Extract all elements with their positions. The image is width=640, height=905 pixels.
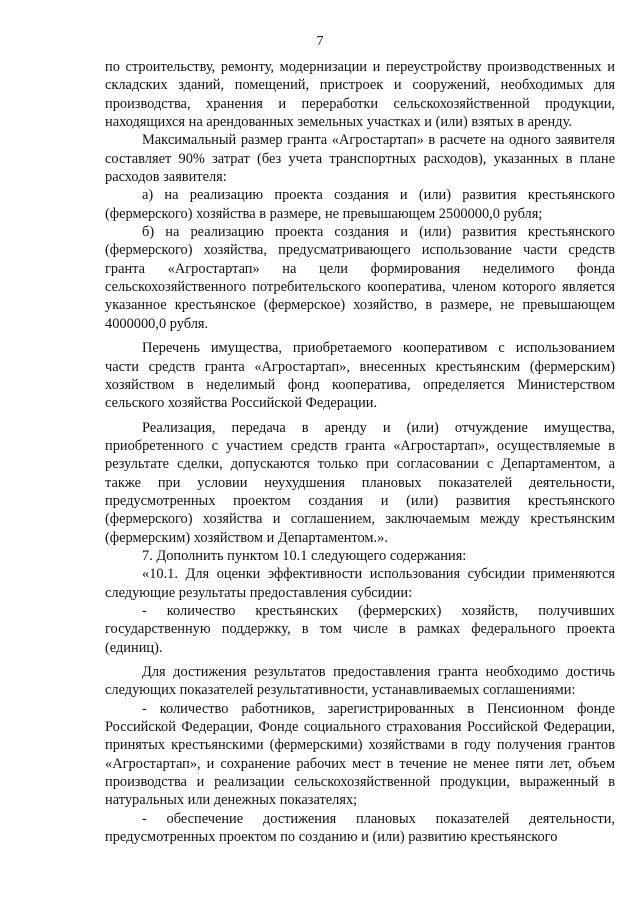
paragraph-indicator-targets: - обеспечение достижения плановых показателей деятельности, предусмотренных проектом по созданию и (или) развитию крестьянского	[105, 810, 615, 846]
paragraph-clause-10-1: «10.1. Для оценки эффективности использования субсидии применяются следующие результаты предоставления субсидии:	[105, 566, 615, 601]
paragraph-performance-indicators: Для достижения результатов предоставления гранта необходимо достичь следующих показателей результативности, устанавливаемых соглашениями:	[105, 664, 615, 699]
paragraph-property-transfer: Реализация, передача в аренду и (или) отчуждение имущества, приобретенного с участием средств гранта «Агростартап», осуществляемые в результате сделки, допускаются только при согласовании с Департаментом, а также при условии неухудшения плановых показателей деятельности, предусмотренных проектом создания и (или) развития крестьянского (фермерского) хозяйства и соглашением, заключаемым между крестьянским (фермерским) хозяйством и Департаментом.».	[105, 419, 615, 546]
paragraph-indicator-employees: - количество работников, зарегистрированных в Пенсионном фонде Российской Федерации, Фонде социального страхования Российской Федерации, принятых крестьянскими (фермерскими) хозяйствами в году получения грантов «Агростартап», и сохранение рабочих мест в течение не менее пяти лет, объем производства и реализации сельскохозяйственной продукции, выраженный в натуральных или денежных показателях;	[105, 700, 615, 809]
paragraph-max-grant-size: Максимальный размер гранта «Агростартап» в расчете на одного заявителя составляет 90% затрат (без учета транспортных расходов), указанных в плане расходов заявителя:	[105, 132, 615, 186]
paragraph-item-a: а) на реализацию проекта создания и (или) развития крестьянского (фермерского) хозяйства в размере, не превышающем 2500000,0 рубля;	[105, 187, 615, 222]
paragraph-property-list: Перечень имущества, приобретаемого кооперативом с использованием части средств гранта «Агростартап», внесенных крестьянским (фермерским) хозяйством в неделимый фонд кооператива, определяется Министерством сельского хозяйства Российской Федерации.	[105, 340, 615, 412]
paragraph-amendment-7: 7. Дополнить пунктом 10.1 следующего содержания:	[142, 547, 467, 564]
paragraph-result-farms-count: - количество крестьянских (фермерских) хозяйств, получивших государственную поддержку, в том числе в рамках федерального проекта (единиц).	[105, 602, 615, 656]
paragraph-construction-purposes: по строительству, ремонту, модернизации и переустройству производственных и складских зданий, помещений, пристроек и сооружений, необходимых для производства, хранения и переработки сельскохозяйственной продукции, находящихся на арендованных земельных участках и (или) взятых в аренду.	[105, 59, 615, 131]
paragraph-item-b: б) на реализацию проекта создания и (или) развития крестьянского (фермерского) хозяйства, предусматривающего использование части средств гранта «Агростартап» на цели формирования неделимого фонда сельскохозяйственного потребительского кооператива, членом которого является указанное крестьянское (фермерское) хозяйство, в размере, не превышающем 4000000,0 рубля.	[105, 224, 615, 332]
document-body	[105, 58, 615, 846]
page-number: 7	[316, 34, 324, 49]
